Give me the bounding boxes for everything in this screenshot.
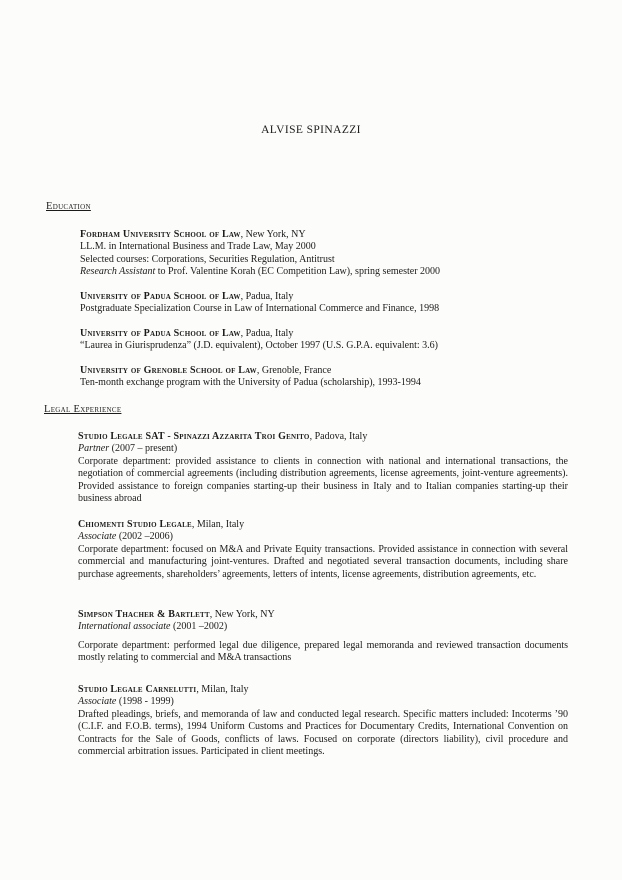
- job-period: (2002 –2006): [116, 531, 173, 543]
- job-description: Drafted pleadings, briefs, and memoranda of law and conducted legal research. Specific matters included: Incoterms ’90 (C.I.F. and F.O.B. terms), 1994 Uniform Customs and Practices for Documentary Credits, International Convention on Contracts for the Sale of Goods, conflicts of laws. Focused on corporate (directors liability), civil procedure and commercial arbitration issues. Participated in client meetings.: [78, 708, 568, 758]
- job-role: Associate: [78, 531, 117, 543]
- job-role: Partner: [78, 443, 110, 455]
- degree-line: “Laurea in Giurisprudenza” (J.D. equivalent), October 1997 (U.S. G.P.A. equivalent: 3.6): [80, 340, 438, 352]
- education-entry-padua-laurea: [80, 328, 568, 353]
- candidate-name: ALVISE SPINAZZI: [261, 124, 361, 136]
- institution-name: University of Grenoble School of Law: [80, 365, 257, 376]
- research-assistant-detail: to Prof. Valentine Korah (EC Competition Law), spring semester 2000: [155, 266, 441, 278]
- job-role: International associate: [78, 621, 171, 633]
- firm-location: , Milan, Italy: [196, 684, 249, 695]
- job-description: Corporate department: provided assistance to clients in connection with national and international transactions, the negotiation of commercial agreements (including distribution agreements, license agreements, joint-venture agreements). Provided assistance to foreign companies starting-up their business in Italy and to Italian companies starting-up their business abroad: [78, 455, 568, 505]
- degree-line: LL.M. in International Business and Trade Law, May 2000: [80, 241, 316, 253]
- education-heading: Education: [46, 201, 91, 212]
- firm-location: , New York, NY: [209, 609, 275, 620]
- courses-line: Selected courses: Corporations, Securities Regulation, Antitrust: [80, 253, 335, 265]
- job-description: Corporate department: performed legal due diligence, prepared legal memoranda and reviewed transaction documents mostly relating to commercial and M&A transactions: [78, 639, 568, 664]
- education-entry-grenoble: [80, 365, 568, 390]
- firm-name: Studio Legale Carnelutti: [78, 684, 197, 695]
- education-entry-fordham: [80, 229, 568, 279]
- firm-name: Chiomenti Studio Legale: [78, 519, 192, 530]
- firm-name: Simpson Thacher & Bartlett: [78, 609, 210, 620]
- firm-location: , Milan, Italy: [191, 519, 245, 530]
- institution-location: , Padua, Italy: [240, 328, 294, 339]
- job-period: (2001 –2002): [170, 621, 228, 633]
- institution-name: Fordham University School of Law: [80, 229, 241, 240]
- research-assistant-title: Research Assistant: [80, 266, 156, 278]
- experience-entry-chiomenti: [78, 519, 568, 581]
- research-assistant-line: [80, 266, 568, 278]
- experience-entry-simpson: [78, 609, 568, 665]
- institution-location: , Padua, Italy: [240, 291, 294, 302]
- job-period: (2007 – present): [109, 443, 178, 455]
- experience-heading: Legal Experience: [44, 404, 122, 415]
- institution-location: , New York, NY: [240, 229, 306, 240]
- degree-line: Ten-month exchange program with the University of Padua (scholarship), 1993-1994: [80, 377, 421, 389]
- job-period: (1998 - 1999): [116, 696, 174, 708]
- institution-name: University of Padua School of Law: [80, 291, 241, 302]
- experience-entry-carnelutti: [78, 684, 568, 758]
- job-description: Corporate department: focused on M&A and Private Equity transactions. Provided assistance in connection with several commercial and manufacturing joint-ventures. Drafted and negotiated several transaction documents, including share purchase agreements, shareholders’ agreements, letters of intents, license agreements, distribution agreements, etc.: [78, 543, 568, 580]
- experience-entry-sat: [78, 431, 568, 505]
- institution-name: University of Padua School of Law: [80, 328, 241, 339]
- job-role: Associate: [78, 696, 117, 708]
- firm-location: , Padova, Italy: [309, 431, 368, 442]
- degree-line: Postgraduate Specialization Course in Law of International Commerce and Finance, 1998: [80, 303, 440, 315]
- education-entry-padua-specialization: [80, 291, 568, 316]
- firm-name: Studio Legale SAT - Spinazzi Azzarita Troi Genito: [78, 431, 310, 442]
- institution-location: , Grenoble, France: [256, 365, 332, 376]
